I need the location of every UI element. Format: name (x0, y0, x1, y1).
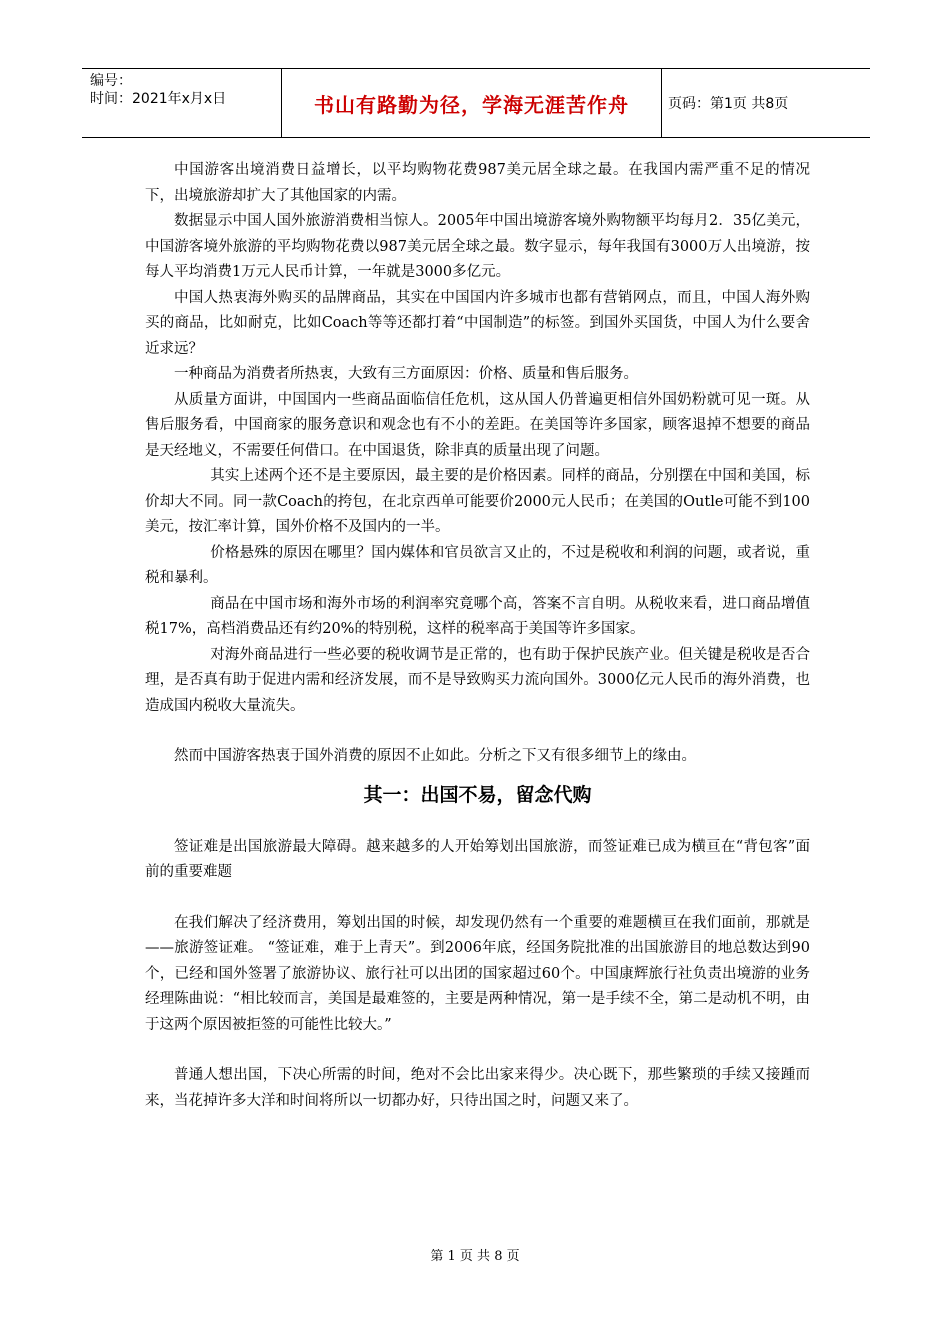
section-heading: 其一：出国不易，留念代购 (363, 783, 592, 806)
header-page-info: 页码：第1页 共8页 (668, 96, 789, 112)
paragraph: 签证难是出国旅游最大障碍。越来越多的人开始筹划出国旅游，而签证难已成为横亘在“背包客”面前的重要难题 (145, 838, 810, 880)
header-motto: 书山有路勤为径，学海无涯苦作舟 (314, 92, 629, 117)
header-meta (82, 69, 282, 137)
paragraph: 数据显示中国人国外旅游消费相当惊人。2005年中国出境游客境外购物额平均每月2．35亿美元，中国游客境外旅游的平均购物花费以987美元居全球之最。数字显示，每年我国有3000万人出境游，按每人平均消费1万元人民币计算，一年就是3000多亿元。 (145, 213, 810, 280)
spacer (145, 1038, 810, 1063)
header-motto-cell (282, 69, 662, 137)
paragraph: 对海外商品进行一些必要的税收调节是正常的，也有助于保护民族产业。但关键是税收是否合理，是否真有助于促进内需和经济发展，而不是导致购买力流向国外。3000亿元人民币的海外消费，也造成国内税收大量流失。 (145, 646, 810, 714)
paragraph: 然而中国游客热衷于国外消费的原因不止如此。分析之下又有很多细节上的缘由。 (174, 748, 696, 764)
paragraph: 商品在中国市场和海外市场的利润率究竟哪个高，答案不言自明。从税收来看，进口商品增值税17%，高档消费品还有约20%的特别税，这样的税率高于美国等许多国家。 (145, 595, 810, 637)
paragraph: 普通人想出国，下决心所需的时间，绝对不会比出家来得少。决心既下，那些繁琐的手续又接踵而来，当花掉许多大洋和时间将所以一切都办好，只待出国之时，问题又来了。 (145, 1067, 810, 1109)
document-header (82, 68, 870, 138)
paragraph: 中国游客出境消费日益增长，以平均购物花费987美元居全球之最。在我国内需严重不足的情况下，出境旅游却扩大了其他国家的内需。 (145, 162, 810, 204)
paragraph: 其实上述两个还不是主要原因，最主要的是价格因素。同样的商品，分别摆在中国和美国，标价却大不同。同一款Coach的挎包，在北京西单可能要价2000元人民币；在美国的Outle可能不到100美元，按汇率计算，国外价格不及国内的一半。 (145, 468, 810, 535)
document-time-label: 时间：2021年x月x日 (90, 91, 227, 107)
paragraph: 中国人热衷海外购买的品牌商品，其实在中国国内许多城市也都有营销网点，而且，中国人海外购买的商品，比如耐克，比如Coach等等还都打着“中国制造”的标签。到国外买国货，中国人为什么要舍近求远？ (145, 289, 810, 357)
document-body (145, 158, 810, 1114)
paragraph: 从质量方面讲，中国国内一些商品面临信任危机，这从国人仍普遍更相信外国奶粉就可见一斑。从售后服务看，中国商家的服务意识和观念也有不小的差距。在美国等许多国家，顾客退掉不想要的商品是天经地义，不需要任何借口。在中国退货，除非真的质量出现了问题。 (145, 391, 810, 459)
paragraph: 一种商品为消费者所热衷，大致有三方面原因：价格、质量和售后服务。 (174, 366, 638, 382)
paragraph: 价格悬殊的原因在哪里？国内媒体和官员欲言又止的，不过是税收和利润的问题，或者说，重税和暴利。 (145, 544, 810, 586)
document-number-label: 编号： (90, 73, 132, 89)
spacer (145, 810, 810, 835)
spacer (145, 719, 810, 744)
paragraph: 在我们解决了经济费用，筹划出国的时候，却发现仍然有一个重要的难题横亘在我们面前，那就是——旅游签证难。 “签证难，难于上青天”。到2006年底，经国务院批准的出国旅游目的地总数达到90个，已经和国外签署了旅游协议、旅行社可以出团的国家超过60个。中国康辉旅行社负责出境游的业务经理陈曲说：“相比较而言，美国是最难签的，主要是两种情况，第一是手续不全，第二是动机不明，由于这两个原因被拒签的可能性比较大。” (145, 914, 810, 1033)
spacer (145, 886, 810, 911)
page-footer: 第 1 页 共 8 页 (430, 1249, 520, 1264)
spacer (145, 770, 810, 780)
